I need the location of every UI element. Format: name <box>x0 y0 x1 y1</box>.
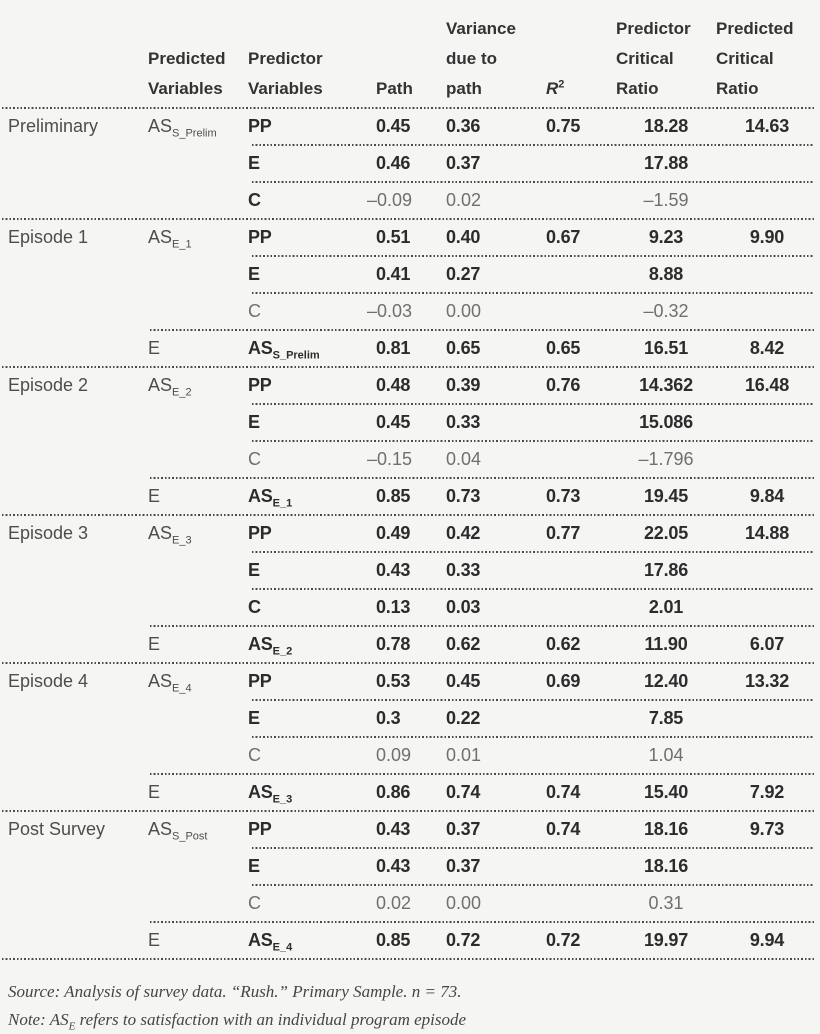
predictor-variable: PP <box>248 375 272 395</box>
table-header-row <box>0 0 820 107</box>
variable-subscript: S_Prelim <box>272 349 320 362</box>
predicted-critical-ratio-value: 16.48 <box>744 375 790 395</box>
table-row <box>0 220 820 255</box>
variable-subscript: E_1 <box>272 497 293 510</box>
predictor-critical-ratio-value: 11.90 <box>644 634 688 654</box>
table-row <box>0 738 820 773</box>
footnote-subscript: E <box>68 1020 76 1033</box>
predictor-critical-ratio-value: 8.88 <box>648 264 684 284</box>
r2-value: 0.74 <box>546 819 581 839</box>
table-row <box>0 664 820 699</box>
predictor-critical-ratio-value: 1.04 <box>648 745 684 765</box>
predicted-critical-ratio-value: 14.88 <box>744 523 790 543</box>
header-line: Critical <box>716 49 774 68</box>
r2-value: 0.67 <box>546 227 581 247</box>
predictor-variable: C <box>248 893 261 913</box>
r2-value: 0.76 <box>546 375 581 395</box>
variance-value: 0.73 <box>446 486 481 506</box>
predictor-critical-ratio-value: –0.32 <box>643 301 689 321</box>
column-header-variance-due-to-path <box>446 14 546 107</box>
predictor-critical-ratio-value: 9.23 <box>648 227 684 247</box>
variance-value: 0.00 <box>446 301 482 321</box>
predictor-variable <box>248 782 376 806</box>
predictor-critical-ratio-value: 19.97 <box>643 930 689 950</box>
predictor-critical-ratio-value: 18.16 <box>643 819 689 839</box>
table-row <box>0 701 820 736</box>
column-header-predictor-variables <box>248 44 376 107</box>
predictor-critical-ratio-value: –1.796 <box>638 449 694 469</box>
table-row <box>0 849 820 884</box>
predictor-variable: C <box>248 301 261 321</box>
predicted-variable <box>148 227 248 251</box>
predictor-variable: E <box>248 264 260 284</box>
table-row <box>0 146 820 181</box>
variable-base: AS <box>248 338 273 358</box>
predicted-critical-ratio-value: 6.07 <box>749 634 785 654</box>
predictor-variable: E <box>248 708 260 728</box>
path-value: 0.3 <box>376 708 401 728</box>
header-line <box>546 74 616 104</box>
path-value: 0.43 <box>376 856 411 876</box>
variance-value: 0.03 <box>446 597 481 617</box>
predictor-critical-ratio-value: 14.362 <box>639 375 693 395</box>
predicted-variable: E <box>148 486 161 506</box>
predicted-variable: E <box>148 930 161 950</box>
variance-value: 0.00 <box>446 893 482 913</box>
path-value: 0.45 <box>376 412 411 432</box>
variable-subscript: E_2 <box>272 645 293 658</box>
footnote-text: Note: AS <box>8 1010 69 1029</box>
predictor-critical-ratio-value: 2.01 <box>648 597 684 617</box>
predicted-critical-ratio-value: 13.32 <box>744 671 790 691</box>
predictor-critical-ratio-value: 17.88 <box>643 153 689 173</box>
predicted-variable: E <box>148 782 161 802</box>
variable-subscript: S_Post <box>172 830 208 843</box>
column-header-predicted-variables <box>148 44 248 107</box>
table-row <box>0 368 820 403</box>
table-row <box>0 516 820 551</box>
table-row <box>0 405 820 440</box>
variable-base: AS <box>248 486 273 506</box>
header-line: Variance <box>446 19 516 38</box>
path-value: 0.09 <box>376 745 412 765</box>
predicted-critical-ratio-value: 9.73 <box>749 819 785 839</box>
header-line: Critical <box>616 49 674 68</box>
predictor-variable: C <box>248 597 261 617</box>
footnote-text: refers to satisfaction with an individual program episode <box>75 1010 467 1029</box>
variance-value: 0.74 <box>446 782 481 802</box>
column-header-predicted-critical-ratio <box>716 14 818 107</box>
r-symbol: R <box>546 79 559 98</box>
variable-subscript: E_4 <box>272 941 293 954</box>
path-value: 0.86 <box>376 782 411 802</box>
variable-base: AS <box>148 523 173 543</box>
path-value: 0.81 <box>376 338 411 358</box>
table-row <box>0 294 820 329</box>
predictor-variable: C <box>248 449 261 469</box>
predictor-critical-ratio-value: 19.45 <box>643 486 689 506</box>
predicted-variable <box>148 116 248 140</box>
predictor-critical-ratio-value: 15.40 <box>643 782 689 802</box>
predicted-variable: E <box>148 338 161 358</box>
predicted-variable: E <box>148 634 161 654</box>
variance-value: 0.62 <box>446 634 481 654</box>
table-row <box>0 553 820 588</box>
variable-subscript: E_3 <box>172 534 192 547</box>
header-line: Variables <box>148 79 223 98</box>
source-note: Source: Analysis of survey data. “Rush.” Primary Sample. n = 73. <box>8 982 462 1001</box>
predictor-variable: PP <box>248 227 272 247</box>
group-label: Episode 3 <box>8 523 89 543</box>
predicted-variable <box>148 671 248 695</box>
table-row <box>0 257 820 292</box>
variable-subscript: E_2 <box>172 386 192 399</box>
variable-subscript: E_1 <box>172 238 192 251</box>
variance-value: 0.39 <box>446 375 481 395</box>
variable-subscript: S_Prelim <box>172 127 217 140</box>
table-row <box>0 479 820 514</box>
variance-value: 0.65 <box>446 338 481 358</box>
variable-subscript: E_3 <box>272 793 293 806</box>
path-value: –0.15 <box>367 449 413 469</box>
r2-value: 0.65 <box>546 338 581 358</box>
variance-value: 0.37 <box>446 856 481 876</box>
predictor-variable: E <box>248 856 260 876</box>
variance-value: 0.01 <box>446 745 482 765</box>
table-footnotes <box>0 960 820 1034</box>
predictor-variable <box>248 338 376 362</box>
variance-value: 0.72 <box>446 930 481 950</box>
table-row <box>0 109 820 144</box>
table-row <box>0 331 820 366</box>
path-value: 0.78 <box>376 634 411 654</box>
variable-base: AS <box>148 819 173 839</box>
variance-value: 0.33 <box>446 412 481 432</box>
predictor-variable: E <box>248 560 260 580</box>
predictor-critical-ratio-value: 22.05 <box>643 523 689 543</box>
variable-base: AS <box>148 227 173 247</box>
predictor-variable: PP <box>248 671 272 691</box>
variance-value: 0.33 <box>446 560 481 580</box>
r2-value: 0.69 <box>546 671 581 691</box>
predictor-variable <box>248 930 376 954</box>
path-value: –0.03 <box>367 301 413 321</box>
predictor-critical-ratio-value: 12.40 <box>643 671 689 691</box>
header-line: Predictor <box>248 49 323 68</box>
group-label: Episode 4 <box>8 671 89 691</box>
table-row <box>0 812 820 847</box>
predictor-critical-ratio-value: 17.86 <box>643 560 689 580</box>
path-value: 0.53 <box>376 671 411 691</box>
table-row <box>0 627 820 662</box>
header-line: Predicted <box>716 19 794 38</box>
predictor-variable: PP <box>248 116 272 136</box>
column-header-r-squared <box>546 74 616 107</box>
table-row <box>0 183 820 218</box>
group-label: Episode 2 <box>8 375 89 395</box>
path-value: 0.41 <box>376 264 411 284</box>
path-value: 0.45 <box>376 116 411 136</box>
path-value: 0.43 <box>376 819 411 839</box>
variance-value: 0.37 <box>446 153 481 173</box>
variable-base: AS <box>148 375 173 395</box>
r2-value: 0.72 <box>546 930 581 950</box>
table-row <box>0 886 820 921</box>
predictor-critical-ratio-value: 7.85 <box>648 708 684 728</box>
squared-exponent: 2 <box>558 78 565 91</box>
variance-value: 0.42 <box>446 523 481 543</box>
predicted-critical-ratio-value: 14.63 <box>744 116 790 136</box>
path-value: 0.46 <box>376 153 411 173</box>
predictor-variable: PP <box>248 819 272 839</box>
predictor-variable <box>248 634 376 658</box>
predictor-critical-ratio-value: –1.59 <box>643 190 689 210</box>
header-line: Ratio <box>716 79 759 98</box>
variable-subscript: E_4 <box>172 682 192 695</box>
variance-value: 0.45 <box>446 671 481 691</box>
predictor-variable: E <box>248 412 260 432</box>
predictor-critical-ratio-value: 0.31 <box>648 893 684 913</box>
predicted-critical-ratio-value: 9.90 <box>749 227 785 247</box>
variance-value: 0.22 <box>446 708 481 728</box>
r2-value: 0.75 <box>546 116 581 136</box>
path-value: 0.85 <box>376 930 411 950</box>
group-label: Preliminary <box>8 116 99 136</box>
predicted-critical-ratio-value: 8.42 <box>749 338 785 358</box>
path-value: 0.51 <box>376 227 411 247</box>
header-line: Predictor <box>616 19 691 38</box>
table-row <box>0 442 820 477</box>
predicted-critical-ratio-value: 9.84 <box>749 486 785 506</box>
header-line: path <box>446 79 482 98</box>
variable-base: AS <box>248 634 273 654</box>
header-line: Predicted <box>148 49 226 68</box>
r2-value: 0.74 <box>546 782 581 802</box>
predictor-critical-ratio-value: 16.51 <box>643 338 689 358</box>
path-value: –0.09 <box>367 190 413 210</box>
variance-value: 0.27 <box>446 264 481 284</box>
predictor-variable: PP <box>248 523 272 543</box>
variance-value: 0.40 <box>446 227 481 247</box>
table-row <box>0 923 820 958</box>
variance-value: 0.37 <box>446 819 481 839</box>
r2-value: 0.77 <box>546 523 581 543</box>
variance-value: 0.36 <box>446 116 481 136</box>
header-line: due to <box>446 49 497 68</box>
predictor-variable: E <box>248 153 260 173</box>
predictor-critical-ratio-value: 18.16 <box>643 856 689 876</box>
predicted-variable <box>148 523 248 547</box>
predictor-variable: C <box>248 745 261 765</box>
footnote <box>8 1006 812 1034</box>
predicted-critical-ratio-value: 7.92 <box>749 782 785 802</box>
group-label: Post Survey <box>8 819 106 839</box>
variance-value: 0.02 <box>446 190 482 210</box>
r2-value: 0.73 <box>546 486 581 506</box>
path-value: 0.49 <box>376 523 411 543</box>
variable-base: AS <box>248 930 273 950</box>
header-line: Variables <box>248 79 323 98</box>
path-value: 0.43 <box>376 560 411 580</box>
variable-base: AS <box>148 671 173 691</box>
group-label: Episode 1 <box>8 227 89 247</box>
predictor-critical-ratio-value: 18.28 <box>643 116 689 136</box>
predicted-critical-ratio-value: 9.94 <box>749 930 785 950</box>
column-header-predictor-critical-ratio <box>616 14 716 107</box>
path-value: 0.85 <box>376 486 411 506</box>
predictor-critical-ratio-value: 15.086 <box>639 412 693 432</box>
predictor-variable: C <box>248 190 261 210</box>
table-row <box>0 590 820 625</box>
header-line: Path <box>376 79 413 98</box>
r2-value: 0.62 <box>546 634 581 654</box>
path-value: 0.48 <box>376 375 411 395</box>
path-value: 0.13 <box>376 597 411 617</box>
column-header-path <box>376 74 446 107</box>
variable-base: AS <box>148 116 173 136</box>
path-value: 0.02 <box>376 893 412 913</box>
variance-value: 0.04 <box>446 449 482 469</box>
predictor-variable <box>248 486 376 510</box>
predicted-variable <box>148 375 248 399</box>
header-line: Ratio <box>616 79 659 98</box>
predicted-variable <box>148 819 248 843</box>
table-row <box>0 775 820 810</box>
variable-base: AS <box>248 782 273 802</box>
